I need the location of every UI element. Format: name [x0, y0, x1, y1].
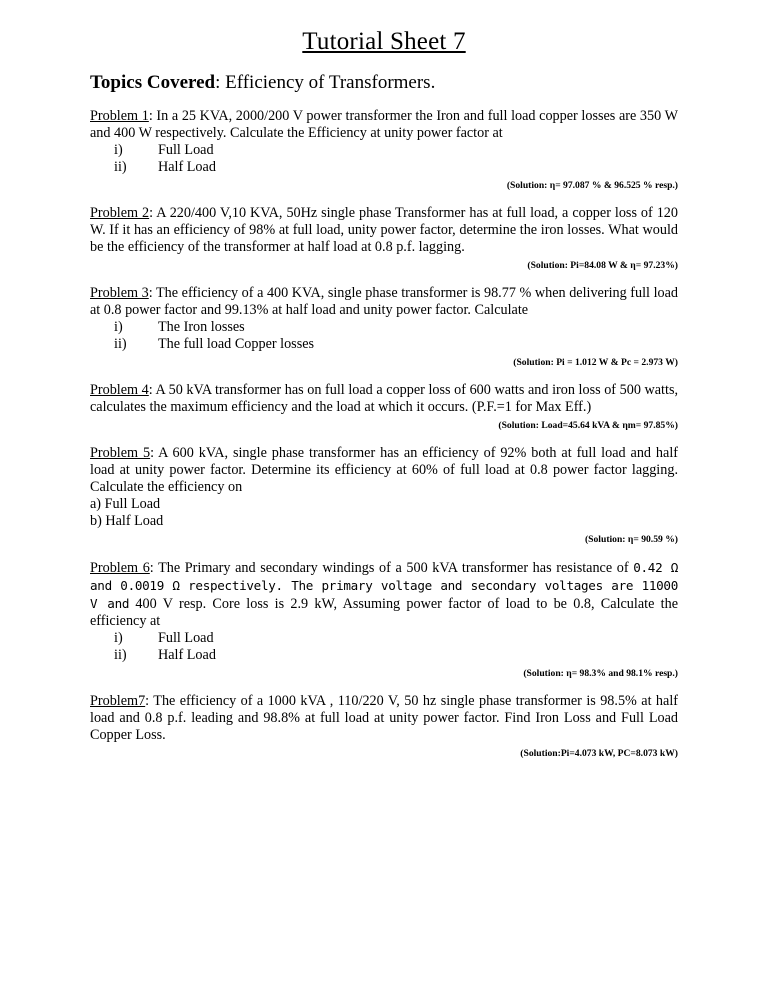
problem-label: Problem 6 [90, 560, 150, 576]
problem-body: : A 50 kVA transformer has on full load a copper loss of 600 watts and iron loss of 500 watts, calculates the maximum efficiency and the load at which it occurs. (P.F.=1 for Max Eff.) [90, 382, 679, 415]
sub-parts [90, 142, 678, 176]
solution: (Solution: Load=45.64 kVA & ηm= 97.85%) [498, 420, 678, 431]
sub-part-text: b) Half Load [90, 513, 164, 529]
solution: (Solution: η= 98.3% and 98.1% resp.) [523, 668, 678, 679]
problem-label: Problem 1 [90, 108, 149, 124]
problem-body: 400 V resp. Core loss is 2.9 kW, Assuming power factor of load to be 0.8, Calculate the efficiency at [90, 596, 678, 629]
sub-part [90, 336, 678, 353]
problem-label: Problem 2 [90, 205, 150, 221]
solution: (Solution: Pi = 1.012 W & Pc = 2.973 W) [513, 357, 678, 368]
problem-label: Problem7 [90, 693, 146, 709]
sub-part-number: i) [114, 142, 123, 158]
problem-7 [90, 693, 678, 761]
topics-covered [90, 72, 678, 94]
sub-part [90, 496, 678, 513]
problem-text [90, 382, 678, 416]
solution: (Solution:Pi=4.073 kW, PC=8.073 kW) [520, 748, 678, 759]
problem-text [90, 559, 678, 630]
sub-part [90, 159, 678, 176]
sub-part-number: ii) [114, 159, 127, 175]
solution: (Solution: η= 97.087 % & 96.525 % resp.) [506, 180, 678, 191]
sub-part-text: The full load Copper losses [158, 336, 315, 352]
problem-6 [90, 559, 678, 681]
sub-part-text: a) Full Load [90, 496, 161, 512]
sub-part-number: ii) [114, 647, 127, 663]
problem-body: : The Primary and secondary windings of a 500 kVA transformer has resistance of [149, 560, 634, 576]
sub-part-text: Half Load [158, 647, 216, 663]
problem-label: Problem 4 [90, 382, 149, 398]
problem-text [90, 693, 678, 744]
sub-part-text: Full Load [158, 630, 214, 646]
sub-part-text: The Iron losses [158, 319, 245, 335]
sub-parts [90, 630, 678, 664]
sub-part-number: ii) [114, 336, 127, 352]
sub-parts [90, 319, 678, 353]
problem-body: : The efficiency of a 1000 kVA , 110/220 V, 50 hz single phase transformer is 98.5% at half load and 0.8 p.f. leading and 98.8% at full load at unity power factor. Find Iron Loss and Full Load Copper Loss. [90, 693, 678, 743]
problem-body: : The efficiency of a 400 KVA, single phase transformer is 98.77 % when delivering full load at 0.8 power factor and 99.13% at half load and unity power factor. Calculate [90, 285, 678, 318]
sub-part-text: Full Load [158, 142, 214, 158]
problem-5 [90, 445, 678, 547]
topics-label: Topics Covered [90, 72, 216, 93]
sub-part [90, 647, 678, 664]
problem-4 [90, 382, 678, 433]
sub-parts [90, 496, 678, 530]
solution: (Solution: η= 90.59 %) [584, 534, 678, 545]
problem-text [90, 205, 678, 256]
problem-3 [90, 285, 678, 370]
sub-part [90, 630, 678, 647]
problem-text [90, 285, 678, 319]
problem-label: Problem 3 [90, 285, 149, 301]
problem-text [90, 445, 678, 496]
problem-body-mono: 0.42 Ω and 0.0019 Ω respectively. The primary voltage and secondary voltages are 11000 V and [90, 560, 678, 611]
problem-body: : A 600 kVA, single phase transformer has an efficiency of 92% both at full load and half load at unity power factor. Determine its efficiency at 60% of full load at 0.8 power factor lagging. Calculate the efficiency on [90, 445, 678, 495]
sub-part [90, 142, 678, 159]
topics-text: : Efficiency of Transformers. [215, 72, 436, 93]
problem-label: Problem 5 [90, 445, 151, 461]
problem-text [90, 108, 678, 142]
problem-body: : In a 25 KVA, 2000/200 V power transformer the Iron and full load copper losses are 350 W and 400 W respectively. Calculate the Efficiency at unity power factor at [90, 108, 678, 141]
sub-part-number: i) [114, 319, 123, 335]
page-title: Tutorial Sheet 7 [302, 28, 466, 55]
problem-body: : A 220/400 V,10 KVA, 50Hz single phase Transformer has at full load, a copper loss of 120 W. If it has an efficiency of 98% at full load, unity power factor, determine the iron losses. What would be the efficiency of the transformer at half load at 0.8 p.f. lagging. [90, 205, 678, 255]
sub-part-number: i) [114, 630, 123, 646]
problem-2 [90, 205, 678, 273]
sub-part-text: Half Load [158, 159, 216, 175]
tutorial-sheet [90, 28, 678, 773]
solution: (Solution: Pi=84.08 W & η= 97.23%) [527, 260, 678, 271]
sub-part [90, 513, 678, 530]
problem-1 [90, 108, 678, 193]
sub-part [90, 319, 678, 336]
